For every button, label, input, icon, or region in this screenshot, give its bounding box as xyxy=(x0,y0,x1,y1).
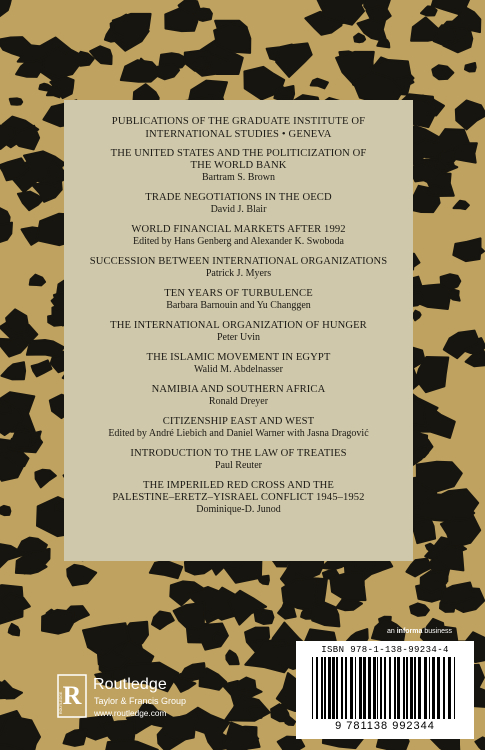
book-author: Walid M. Abdelnasser xyxy=(194,364,283,376)
series-heading xyxy=(70,116,407,141)
barcode-digits: 9 781138 992344 xyxy=(335,720,435,732)
book-title: THE WORLD BANK xyxy=(190,160,287,172)
book-list xyxy=(70,148,407,516)
book-entry xyxy=(70,288,407,312)
book-title: INTRODUCTION TO THE LAW OF TREATIES xyxy=(130,448,347,460)
book-author: Patrick J. Myers xyxy=(205,268,272,280)
book-author: David J. Blair xyxy=(210,204,267,216)
book-author: Bartram S. Brown xyxy=(201,172,276,184)
book-author: Peter Uvin xyxy=(216,332,261,344)
informa-suffix: business xyxy=(422,628,452,635)
publisher-name: Routledge xyxy=(93,676,167,693)
book-entry xyxy=(70,480,407,516)
isbn-text: ISBN 978-1-138-99234-4 xyxy=(321,645,449,655)
book-author: Dominique-D. Junod xyxy=(196,504,281,516)
logo-mark-letter: R xyxy=(62,681,82,710)
book-author: Paul Reuter xyxy=(215,460,262,472)
book-entry xyxy=(70,148,407,184)
book-list-panel xyxy=(64,100,413,561)
logo-mark-side-text: ROUTLEDGE xyxy=(59,691,63,714)
book-entry xyxy=(70,352,407,376)
book-title: THE INTERNATIONAL ORGANIZATION OF HUNGER xyxy=(110,320,367,332)
book-entry xyxy=(70,320,407,344)
book-title: NAMIBIA AND SOUTHERN AFRICA xyxy=(151,384,326,396)
book-author: Ronald Dreyer xyxy=(208,396,269,408)
series-heading-line: INTERNATIONAL STUDIES • GENEVA xyxy=(145,128,332,140)
book-title: THE IMPERILED RED CROSS AND THE xyxy=(143,480,334,492)
informa-prefix: an xyxy=(387,628,397,635)
book-title: THE ISLAMIC MOVEMENT IN EGYPT xyxy=(146,352,331,364)
book-entry xyxy=(70,416,407,440)
book-entry xyxy=(70,256,407,280)
informa-business-note xyxy=(387,628,452,635)
publisher-group: Taylor & Francis Group xyxy=(94,696,187,706)
book-title: PALESTINE–ERETZ–YISRAEL CONFLICT 1945–1952 xyxy=(112,492,365,504)
barcode-box xyxy=(296,641,474,739)
book-entry xyxy=(70,384,407,408)
book-entry xyxy=(70,448,407,472)
publisher-url: www.routledge.com xyxy=(94,708,167,718)
routledge-r-icon xyxy=(57,674,87,718)
book-title: TEN YEARS OF TURBULENCE xyxy=(164,288,313,300)
book-entry xyxy=(70,192,407,216)
book-title: TRADE NEGOTIATIONS IN THE OECD xyxy=(145,192,332,204)
book-title: SUCCESSION BETWEEN INTERNATIONAL ORGANIZATIONS xyxy=(89,256,388,268)
book-title: WORLD FINANCIAL MARKETS AFTER 1992 xyxy=(131,224,346,236)
routledge-logo xyxy=(57,674,227,724)
book-author: Barbara Barnouin and Yu Changgen xyxy=(166,300,311,312)
book-title: THE UNITED STATES AND THE POLITICIZATION OF xyxy=(110,148,367,160)
informa-brand: informa xyxy=(396,628,423,635)
book-author: Edited by André Liebich and Daniel Warner with Jasna Dragović xyxy=(108,428,369,440)
book-author: Edited by Hans Genberg and Alexander K. Swoboda xyxy=(133,236,344,248)
series-heading-line: PUBLICATIONS OF THE GRADUATE INSTITUTE OF xyxy=(111,116,366,127)
book-entry xyxy=(70,224,407,248)
barcode-bars xyxy=(306,657,464,719)
book-title: CITIZENSHIP EAST AND WEST xyxy=(162,416,315,428)
